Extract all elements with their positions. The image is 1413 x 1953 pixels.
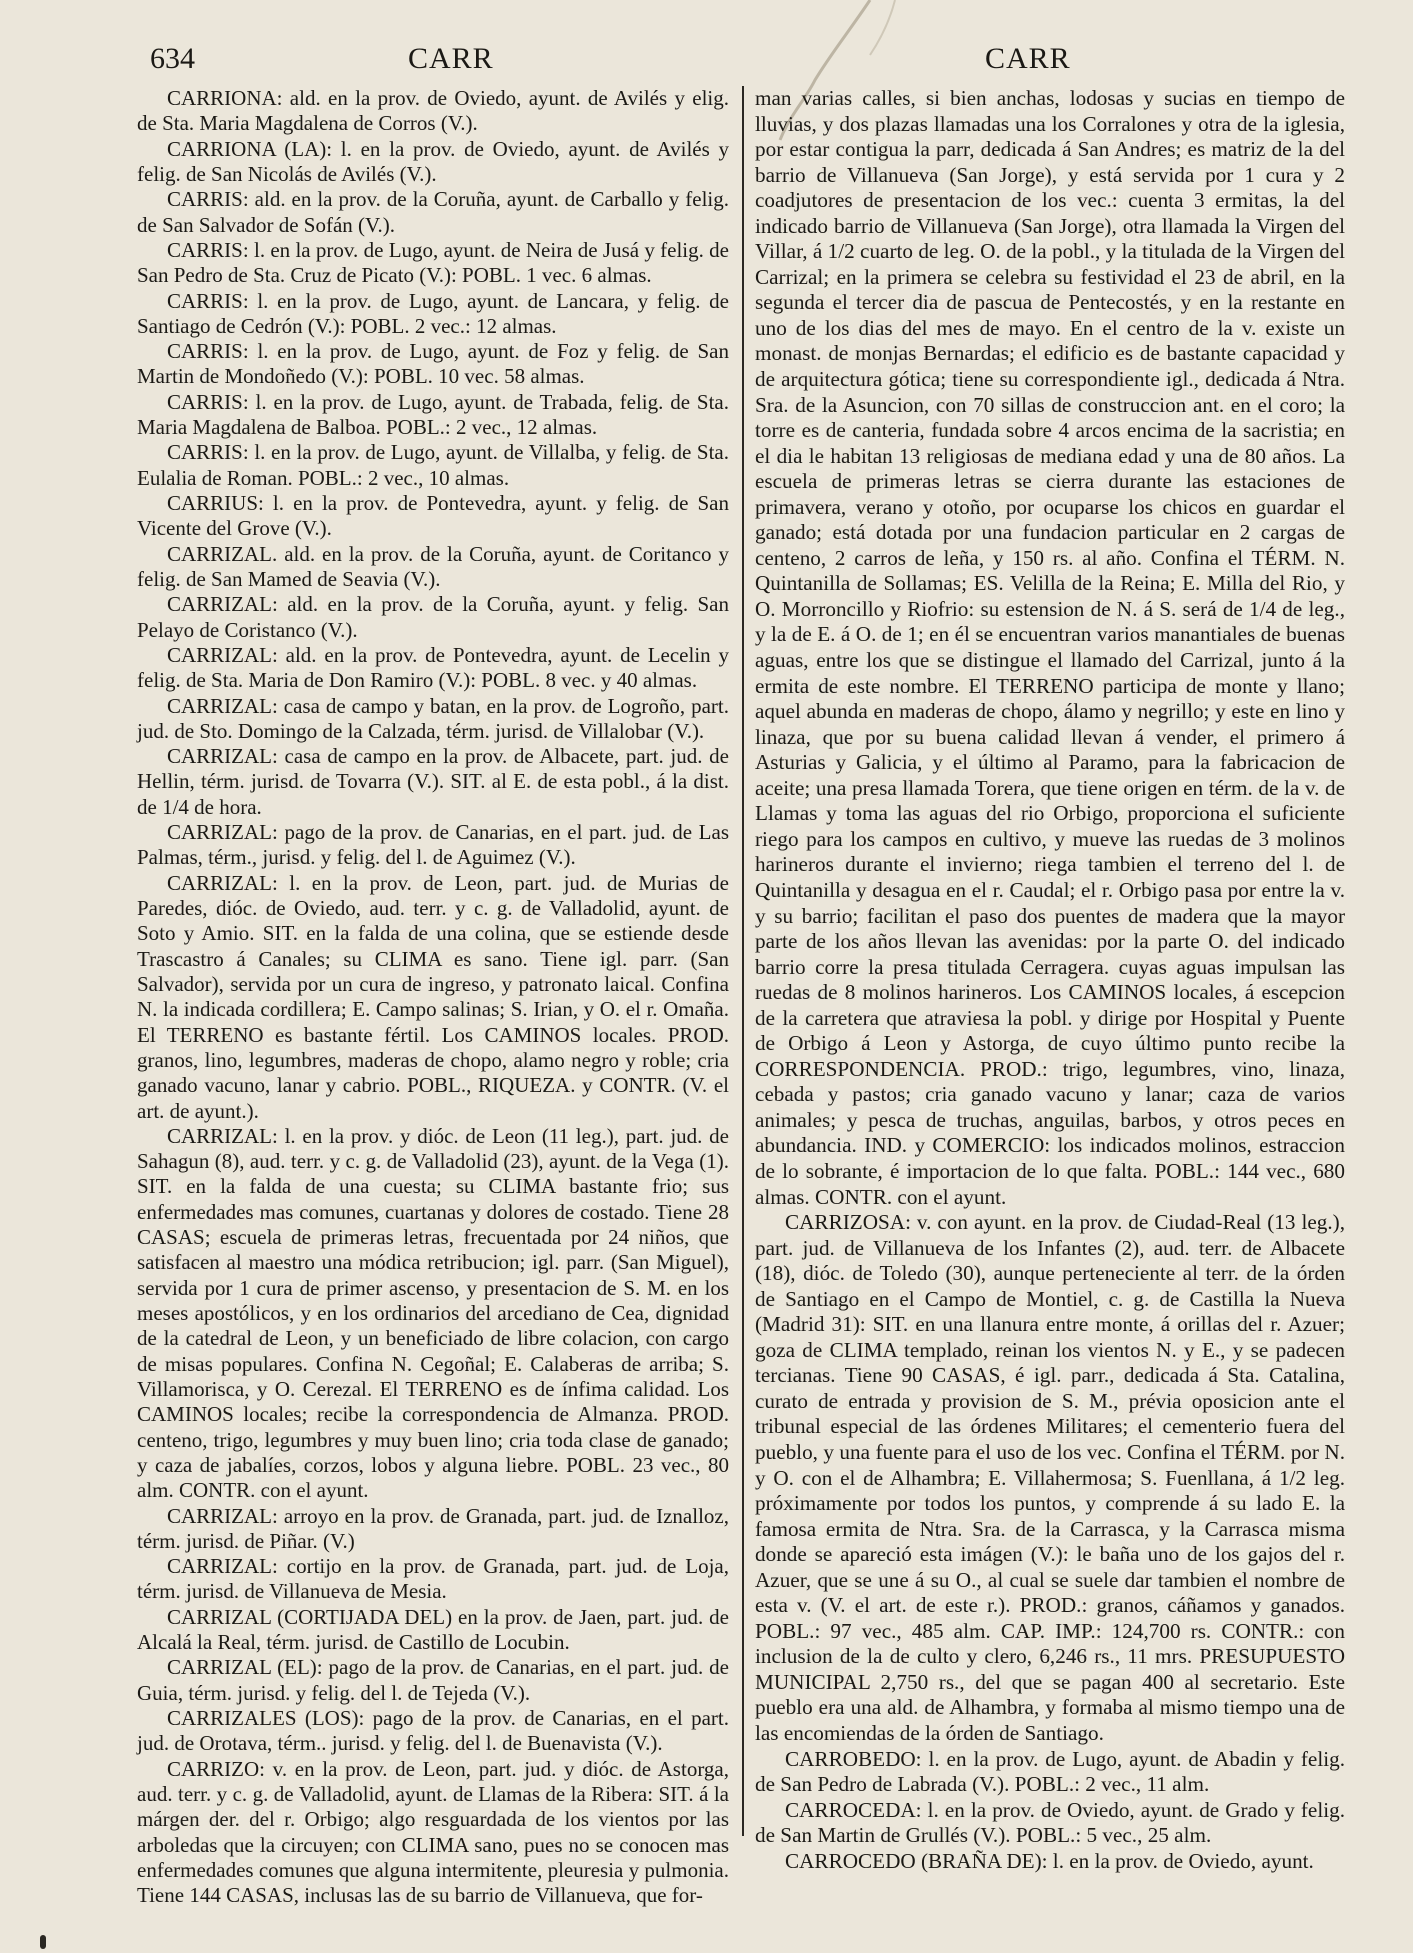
dictionary-entry: CARRIONA (LA): l. en la prov. de Oviedo, ayunt. de Avilés y felig. de San Nicolás de Avilés (V.).: [137, 136, 729, 186]
dictionary-entry: CARRIZAL. ald. en la prov. de la Coruña, ayunt. de Coritanco y felig. de San Mamed de Seavia (V.).: [137, 541, 729, 591]
dictionary-entry: CARROCEDA: l. en la prov. de Oviedo, ayunt. de Grado y felig. de San Martin de Grullés (V.). POBL.: 5 vec., 25 alm.: [755, 1797, 1345, 1848]
margin-mark: [40, 1935, 46, 1949]
dictionary-entry: CARRIS: l. en la prov. de Lugo, ayunt. de Lancara, y felig. de Santiago de Cedrón (V.): POBL. 2 vec.: 12 almas.: [137, 288, 729, 338]
dictionary-entry: CARRIZAL: cortijo en la prov. de Granada, part. jud. de Loja, térm. jurisd. de Villanueva de Mesia.: [137, 1554, 729, 1604]
dictionary-entry: CARRIZAL: l. en la prov. y dióc. de Leon (11 leg.), part. jud. de Sahagun (8), aud. terr. y c. g. de Valladolid (23), ayunt. de la Vega (1). SIT. en la falda de una cuesta; su CLIMA bastante frio; sus enfermedades mas comunes, cuartanas y dolores de costado. Tiene 28 CASAS; escuela de primeras letras, frecuentada por 24 niños, que satisfacen al maestro una módica retribucion; igl. parr. (San Miguel), servida por 1 cura de primer ascenso, y presentacion de S. M. en los meses apostólicos, y en los ordinarios del arcediano de Cea, dignidad de la catedral de Leon, y un beneficiado de libre colacion, con cargo de misas populares. Confina N. Cegoñal; E. Calaberas de arriba; S. Villamorisca, y O. Cerezal. El TERRENO es de ínfima calidad. Los CAMINOS locales; recibe la correspondencia de Almanza. PROD. centeno, trigo, legumbres y muy buen lino; cria toda clase de ganado; y caza de jabalíes, corzos, lobos y alguna liebre. POBL. 23 vec., 80 alm. CONTR. con el ayunt.: [137, 1123, 729, 1503]
dictionary-entry: CARRIZAL: casa de campo en la prov. de Albacete, part. jud. de Hellin, térm. jurisd. de Tovarra (V.). SIT. al E. de esta pobl., á la dist. de 1/4 de hora.: [137, 744, 729, 819]
dictionary-entry: CARRIZAL: casa de campo y batan, en la prov. de Logroño, part. jud. de Sto. Domingo de la Calzada, térm. jurisd. de Villalobar (V.).: [137, 693, 729, 743]
dictionary-entry: CARRIS: ald. en la prov. de la Coruña, ayunt. de Carballo y felig. de San Salvador de Sofán (V.).: [137, 187, 729, 237]
dictionary-entry: CARRIZALES (LOS): pago de la prov. de Canarias, en el part. jud. de Orotava, térm.. jurisd. y felig. del l. de Buenavista (V.).: [137, 1706, 729, 1756]
dictionary-entry: CARRIZAL: l. en la prov. de Leon, part. jud. de Murias de Paredes, dióc. de Oviedo, aud. terr. y c. g. de Valladolid, ayunt. de Soto y Amio. SIT. en la falda de una colina, que se estiende desde Trascastro á Canales; su CLIMA es sano. Tiene igl. parr. (San Salvador), servida por un cura de ingreso, y patronato laical. Confina N. la indicada cordillera; E. Campo salinas; S. Irian, y O. el r. Omaña. El TERRENO es bastante fértil. Los CAMINOS locales. PROD. granos, lino, legumbres, maderas de chopo, alamo negro y roble; cria ganado vacuno, lanar y cabrio. POBL., RIQUEZA. y CONTR. (V. el art. de ayunt.).: [137, 870, 729, 1123]
dictionary-entry: CARRIS: l. en la prov. de Lugo, ayunt. de Villalba, y felig. de Sta. Eulalia de Roman. POBL.: 2 vec., 10 almas.: [137, 440, 729, 490]
dictionary-entry: CARRIZAL (CORTIJADA DEL) en la prov. de Jaen, part. jud. de Alcalá la Real, térm. jurisd. de Castillo de Locubin.: [137, 1604, 729, 1655]
dictionary-entry: CARRIONA: ald. en la prov. de Oviedo, ayunt. de Avilés y elig. de Sta. Maria Magdalena de Corros (V.).: [137, 86, 729, 136]
dictionary-entry: CARRIZAL: pago de la prov. de Canarias, en el part. jud. de Las Palmas, térm., jurisd. y felig. del l. de Aguimez (V.).: [137, 820, 729, 870]
dictionary-entry: CARRIS: l. en la prov. de Lugo, ayunt. de Trabada, felig. de Sta. Maria Magdalena de Balboa. POBL.: 2 vec., 12 almas.: [137, 389, 729, 440]
column-divider: [742, 86, 744, 1836]
dictionary-entry: man varias calles, si bien anchas, lodosas y sucias en tiempo de lluvias, y dos plazas llamadas una los Corralones y otra de la iglesia, por estar contigua la parr, dedicada á San Andres; es matriz de la del barrio de Villanueva (San Jorge), y está servida por 1 cura y 2 coadjutores de presentacion de los vec.: cuenta 3 ermitas, la del indicado barrio de Villanueva (San Jorge), otra llamada la Virgen del Villar, á 1/2 cuarto de leg. O. de la pobl., y la titulada de la Virgen del Carrizal; en la primera se celebra su festividad el 23 de abril, en la segunda el tercer dia de pascua de Pentecostés, y en la restante en uno de los dias del mes de mayo. En el centro de la v. existe un monast. de monjas Bernardas; el edificio es de bastante capacidad y de arquitectura gótica; tiene su correspondiente igl., dedicada á Ntra. Sra. de la Asuncion, con 70 sillas de construccion ant. en el coro; la torre es de canteria, fundada sobre 4 arcos encima de la sacristia; en el dia le habitan 13 religiosas de mediana edad y una de 80 años. La escuela de primeras letras se cierra durante las estaciones de primavera, verano y otoño, por ocuparse los chicos en guardar el ganado; está dotada por una fundacion particular en 2 cargas de centeno, 2 carros de leña, y 150 rs. al año. Confina el TÉRM. N. Quintanilla de Sollamas; ES. Velilla de la Reina; E. Milla del Rio, y O. Morroncillo y Riofrio: su estension de N. á S. será de 1/4 de leg., y la de E. á O. de 1; en él se encuentran varios manantiales de buenas aguas, entre los que se distingue el llamado del Carrizal, junto á la ermita de este nombre. El TERRENO participa de monte y llano; aquel abunda en maderas de chopo, álamo y negrillo; y este en lino y linaza, que por su buena calidad llevan á vender, el primero á Asturias y Galicia, y el último al Paramo, para la fabricacion de aceite; una presa llamada Torera, que tiene origen en térm. de la v. de Llamas y toma las aguas del rio Orbigo, proporciona el suficiente riego para los campos en cultivo, y mueve las ruedas de 3 molinos harineros durante el invierno; riega tambien el terreno del l. de Quintanilla y desagua en el r. Caudal; el r. Orbigo pasa por entre la v. y su barrio; facilitan el paso dos puentes de madera que la mayor parte de los años llevan las avenidas: por la parte O. del indicado barrio corre la presa titulada Cerragera. cuyas aguas impulsan las ruedas de 8 molinos harineros. Los CAMINOS locales, á escepcion de la carretera que atraviesa la pobl. y dirige por Hospital y Puente de Orbigo á Leon y Astorga, de cuyo último punto recibe la CORRESPONDENCIA. PROD.: trigo, legumbres, vino, linaza, cebada y pastos; cria ganado vacuno y lanar; caza de varios animales; y pesca de truchas, anguilas, barbos, y otros peces en abundancia. IND. y COMERCIO: los indicados molinos, estraccion de lo sobrante, é importacion de lo que falta. POBL.: 144 vec., 680 almas. CONTR. con el ayunt.: [755, 86, 1345, 1209]
running-head-right: CARR: [985, 42, 1071, 75]
dictionary-entry: CARRIS: l. en la prov. de Lugo, ayunt. de Neira de Jusá y felig. de San Pedro de Sta. Cruz de Picato (V.): POBL. 1 vec. 6 almas.: [137, 237, 729, 288]
running-head-left: CARR: [408, 42, 494, 75]
dictionary-entry: CARRIZO: v. en la prov. de Leon, part. jud. y dióc. de Astorga, aud. terr. y c. g. de Valladolid, ayunt. de Llamas de la Ribera: SIT. á la márgen der. del r. Orbigo; algo resguardada de los vientos por las arboledas que la circuyen; con CLIMA sano, pues no se conocen mas enfermedades comunes que alguna intermitente, pleuresia y pulmonia. Tiene 144 CASAS, inclusas las de su barrio de Villanueva, que for-: [137, 1756, 729, 1908]
dictionary-entry: CARROCEDO (BRAÑA DE): l. en la prov. de Oviedo, ayunt.: [785, 1848, 1314, 1873]
dictionary-entry: CARRIUS: l. en la prov. de Pontevedra, ayunt. y felig. de San Vicente del Grove (V.).: [137, 491, 729, 541]
dictionary-entry: CARRIS: l. en la prov. de Lugo, ayunt. de Foz y felig. de San Martin de Mondoñedo (V.): POBL. 10 vec. 58 almas.: [137, 339, 729, 389]
page-number: 634: [150, 42, 195, 75]
dictionary-entry: CARRIZAL (EL): pago de la prov. de Canarias, en el part. jud. de Guia, térm. jurisd. y felig. del l. de Tejeda (V.).: [137, 1655, 729, 1705]
dictionary-entry: CARROBEDO: l. en la prov. de Lugo, ayunt. de Abadin y felig. de San Pedro de Labrada (V.). POBL.: 2 vec., 11 alm.: [755, 1746, 1345, 1797]
dictionary-entry: CARRIZAL: ald. en la prov. de la Coruña, ayunt. y felig. San Pelayo de Coristanco (V.).: [137, 592, 729, 642]
dictionary-entry: CARRIZOSA: v. con ayunt. en la prov. de Ciudad-Real (13 leg.), part. jud. de Villanueva de los Infantes (2), aud. terr. de Albacete (18), dióc. de Toledo (30), aunque perteneciente al terr. de la órden de Santiago en el Campo de Montiel, c. g. de Castilla la Nueva (Madrid 31): SIT. en una llanura entre monte, á orillas del r. Azuer; goza de CLIMA templado, reinan los vientos N. y E., y se padecen tercianas. Tiene 90 CASAS, é igl. parr., dedicada á Sta. Catalina, curato de entrada y provision de S. M., prévia oposicion ante el tribunal especial de las órdenes Militares; el cementerio fuera del pueblo, y una fuente para el uso de los vec. Confina el TÉRM. por N. y O. con el de Alhambra; E. Villahermosa; S. Fuenllana, á 1/2 leg. próximamente por todos los puntos, y comprende á su lado E. la famosa ermita de Ntra. Sra. de la Carrasca, y la Carrasca misma donde se apareció esta imágen (V.): le baña uno de los gajos del r. Azuer, que se une á su O., al cual se suele dar tambien el nombre de esta v. (V. el art. de este r.). PROD.: granos, cáñamos y ganados. POBL.: 97 vec., 485 alm. CAP. IMP.: 124,700 rs. CONTR.: con inclusion de la de culto y clero, 6,246 rs., 11 mrs. PRESUPUESTO MUNICIPAL 2,750 rs., del que se pagan 400 al secretario. Este pueblo era una ald. de Alhambra, y formaba al mismo tiempo una de las encomiendas de la órden de Santiago.: [755, 1210, 1345, 1745]
right-column: [755, 86, 1345, 1874]
dictionary-entry: CARRIZAL: ald. en la prov. de Pontevedra, ayunt. de Lecelin y felig. de Sta. Maria de Don Ramiro (V.): POBL. 8 vec. y 40 almas.: [137, 642, 729, 693]
dictionary-entry: CARRIZAL: arroyo en la prov. de Granada, part. jud. de Iznalloz, térm. jurisd. de Piñar. (V.): [137, 1503, 729, 1553]
left-column: [137, 86, 729, 1909]
